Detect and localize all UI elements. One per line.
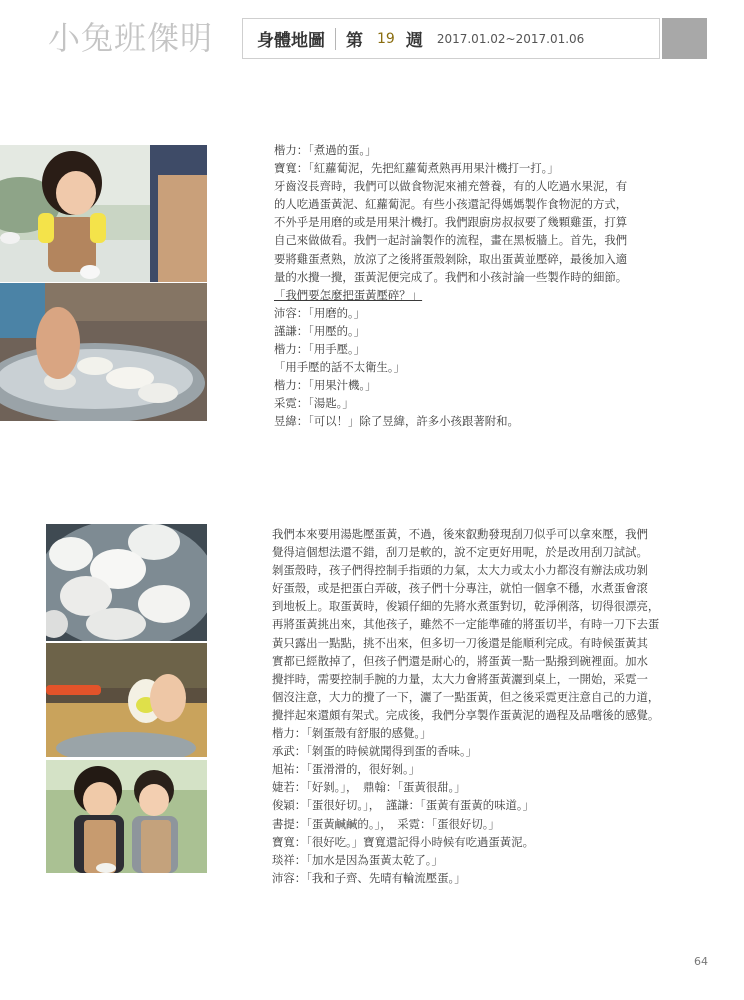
week-suffix: 週: [405, 31, 423, 51]
text-line: 攪拌時，需要控制手腕的力量，太大力會將蛋黃灑到桌上，一開始，采霓一: [272, 671, 648, 686]
text-line: 好蛋殼，或是把蛋白弄破，孩子們十分專注，就怕一個拿不穩，水煮蛋會滾: [272, 581, 648, 596]
text-line: 婕若：「好剝。」， 鼎翰：「蛋黃很甜。」: [272, 780, 466, 795]
text-line: 攪拌起來還頗有架式。完成後，我們分享製作蛋黃泥的過程及品嚐後的感覺。: [272, 707, 660, 722]
text-line: 牙齒沒長齊時，我們可以做食物泥來補充營養，有的人吃過水果泥，有: [274, 179, 628, 194]
text-line: 楷力：「用手壓。」: [274, 342, 366, 357]
text-line: 楷力：「煮過的蛋。」: [274, 143, 377, 157]
text-line: 沛容：「用磨的。」: [274, 305, 366, 320]
text-line: 謹謙：「用壓的。」: [274, 323, 366, 338]
date-range: 2017.01.02~2017.01.06: [436, 31, 585, 46]
class-title: 小兔班傑明: [48, 19, 214, 57]
text-line: 再將蛋黃挑出來，其他孩子，雖然不一定能準確的將蛋切半，有時一刀下去蛋: [272, 617, 660, 632]
photo-eggs-in-water: [46, 524, 207, 641]
text-line: 剝蛋殼時，孩子們得控制手指頭的力氣，太大力或太小力都沒有辦法成功剝: [272, 563, 648, 578]
section-title: 身體地圖: [257, 31, 325, 51]
text-line: 采霓：「湯匙。」: [274, 396, 354, 411]
photo-hand-eggs-in-bowl: [0, 283, 207, 421]
text-line: 楷力：「剝蛋殼有舒服的感覺。」: [272, 726, 432, 741]
photo-two-children: [46, 760, 207, 873]
text-line: 覺得這個想法還不錯，刮刀是軟的，說不定更好用呢，於是改用刮刀試試。: [272, 545, 648, 560]
text-line: 沛容：「我和子齊、先晴有輪流壓蛋。」: [272, 870, 466, 885]
photo-hand-holding-egg: [46, 643, 207, 757]
text-line: 旭祐：「蛋滑滑的，很好剝。」: [272, 762, 421, 777]
header-box: [242, 18, 660, 59]
text-line: 昱緯：「可以！」除了昱緯，許多小孩跟著附和。: [274, 414, 519, 429]
text-line: 楷力：「用果汁機。」: [274, 378, 377, 393]
text-line: 書提：「蛋黃鹹鹹的。」， 采霓：「蛋很好切。」: [272, 816, 500, 831]
header-divider: [335, 28, 336, 50]
text-line: 量的水攪一攪，蛋黃泥便完成了。我們和小孩討論一些製作時的細節。: [274, 269, 628, 284]
text-line: 實都已經散掉了，但孩子們還是耐心的，將蛋黃一點一點撥到碗裡面。加水: [272, 653, 648, 668]
text-line: 我們本來要用湯匙壓蛋黃，不過，後來叡勳發現刮刀似乎可以拿來壓，我們: [272, 527, 648, 541]
text-line: 琰祥：「加水是因為蛋黃太乾了。」: [272, 852, 443, 867]
text-line: 自己來做做看。我們一起討論製作的流程，畫在黑板牆上。首先，我們: [274, 233, 628, 248]
text-line: 「用手壓的話不太衛生。」: [274, 360, 405, 375]
text-line: 個沒注意，大力的攪了一下，灑了一點蛋黃，但之後采霓更注意自己的力道，: [272, 689, 660, 704]
text-line: 俊穎：「蛋很好切。」， 謹謙：「蛋黃有蛋黃的味道。」: [272, 798, 534, 813]
section-2-text: [272, 525, 659, 887]
discussion-question: 「我們要怎麼把蛋黃壓碎？」: [274, 287, 423, 302]
text-line: 不外乎是用磨的或是用果汁機打。我們跟廚房叔叔要了幾顆雞蛋，打算: [274, 215, 628, 230]
corner-block: [662, 18, 707, 59]
week-number: 19: [377, 30, 395, 47]
text-line: 寶寬：「紅蘿蔔泥，先把紅蘿蔔煮熟再用果汁機打一打。」: [274, 161, 559, 176]
photo-children-peeling-eggs: [0, 145, 207, 282]
text-line: 黃只露出一點點，挑不出來，但多切一刀後還是能順利完成。有時候蛋黃其: [272, 635, 648, 650]
text-line: 要將雞蛋煮熟，放涼了之後將蛋殼剝除，取出蛋黃並壓碎，最後加入適: [274, 251, 628, 266]
section-1-text: [274, 141, 627, 431]
page-number: 64: [694, 955, 708, 968]
text-line: 到地板上。取蛋黃時，俊穎仔細的先將水煮蛋對切，乾淨俐落，切得很漂亮，: [272, 599, 660, 614]
text-line: 寶寬：「很好吃。」寶寬還記得小時候有吃過蛋黃泥。: [272, 834, 534, 849]
week-prefix: 第: [346, 31, 363, 51]
text-line: 承武：「剝蛋的時候就聞得到蛋的香味。」: [272, 744, 478, 759]
text-line: 的人吃過蛋黃泥、紅蘿蔔泥。有些小孩還記得媽媽製作食物泥的方式，: [274, 197, 628, 212]
